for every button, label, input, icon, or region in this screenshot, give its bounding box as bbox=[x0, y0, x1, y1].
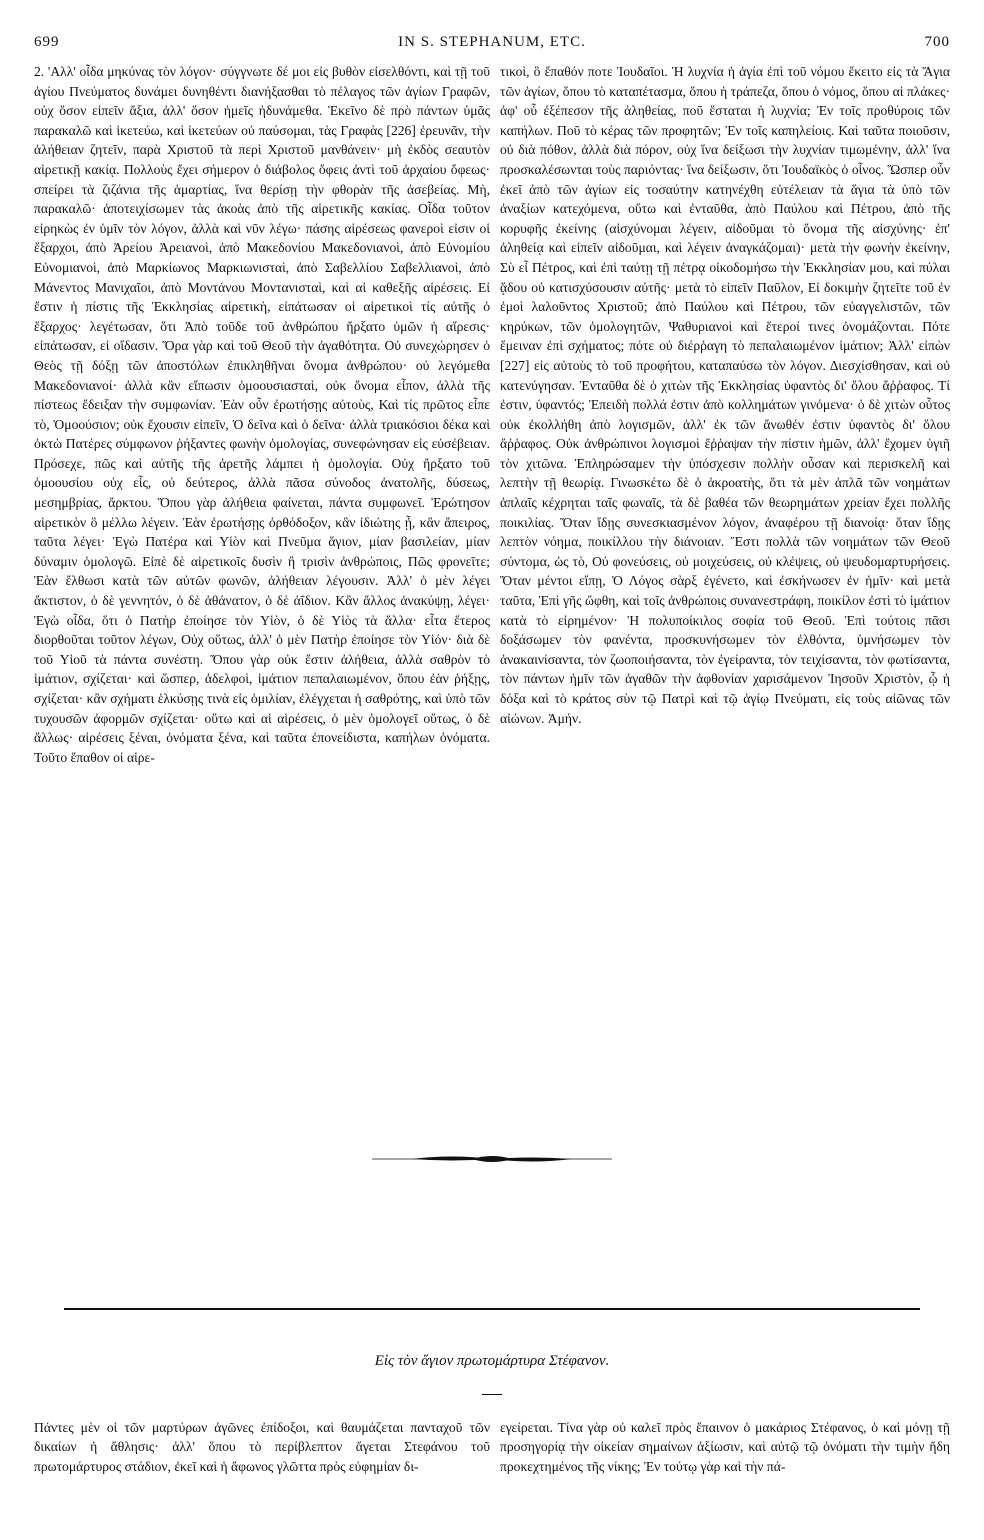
text-column-left bbox=[34, 62, 490, 767]
title-underline bbox=[482, 1394, 502, 1395]
section-title: Εἰς τὸν ἅγιον πρωτομάρτυρα Στέφανον. bbox=[374, 1353, 610, 1369]
page-number-right: 700 bbox=[924, 34, 950, 50]
text-column-right bbox=[500, 62, 950, 728]
left-column-text: 2. 'Αλλ' οἶδα μηκύνας τὸν λόγον· σύγγνωτε δέ μοι εἰς βυθὸν εἰσελθόντι, καὶ τῇ τοῦ ἁγίου Πνεύματος δυνάμει δυνηθέντι διανήξασθαι τὸ πέλαγος τῶν ἁγίων Γραφῶν, οὐχ ὅσον εἰπεῖν ἄξια, ἀλλ' ὅσον ἡμεῖς ἠδυνάμεθα. Ἐκεῖνο δὲ πρὸ πάντων ὑμᾶς παρακαλῶ καὶ ἱκετεύω, καὶ ἱκετεύων οὐ παύσομαι, τὰς Γραφὰς [226] ἐρευνᾶν, τὴν ἀλήθειαν ζητεῖν, παρὰ Χριστοῦ τὰ περὶ Χριστοῦ μανθάνειν· μὴ ἐκδὸς σεαυτὸν αἱρετικῇ κακίᾳ. Πολλοὺς ἔχει σήμερον ὁ διάβολος ὄφεις ἀντὶ τοῦ ἀρχαίου ὄφεως· σπείρει τὰ ζιζάνια τῆς ἁμαρτίας, ἵνα θερίσῃ τὴν φθορὰν τῆς ἀσεβείας. Μὴ, παρακαλῶ· ἀποτειχίσωμεν τὰς ἀκοὰς ἀπὸ τῆς αἱρετικῆς κακίας. Οἶδα τοῦτον εἰρηκὼς ἐν ὑμῖν τὸν λόγον, ἀλλὰ καὶ νῦν λέγω· πάσης αἱρέσεως φανεροὶ εἰσιν οἱ ἔξαρχοι, ἀπὸ Ἀρείου Ἀρειανοὶ, ἀπὸ Μακεδονίου Μακεδονιανοὶ, ἀπὸ Εὐνομίου Εὐνομιανοὶ, ἀπὸ Μαρκίωνος Μαρκιωνισταὶ, ἀπὸ Σαβελλίου Σαβελλιανοὶ, ἀπὸ Μάνεντος Μανιχαῖοι, ἀπὸ Μοντάνου Μοντανισταὶ, καὶ αἱ καθεξῆς αἱρέσεις. Εἰ ἔστιν ἡ πίστις τῆς Ἐκκλησίας αἱρετικὴ, εἰπάτωσαν οἱ αἱρετικοὶ τίς αὐτῆς ὁ ἔξαρχος· λεγέτωσαν, ὅτι Ἀπὸ τοῦδε τοῦ ἀνθρώπου ἤρξατο ὑμῶν ἡ αἵρεσις· εἰπάτωσαν, εἰ οἴδασιν. Ὅρα γὰρ καὶ τοῦ Θεοῦ τὴν ἀγαθότητα. Οὐ συνεχώρησεν ὁ Θεὸς τῇ δόξῃ τῶν ἀποστόλων ἐπικληθῆναι ὄνομα ἀνθρώπου· οὐ λεγόμεθα Μακεδονιανοί· ἀλλὰ κἂν εἴπωσιν ὁμοουσιασταὶ, οὐκ ὄνομα εἶπον, ἀλλὰ τῆς πίστεως ἔδειξαν τὴν συμφωνίαν. Ἐὰν οὖν ἐρωτήσῃς αὐτοὺς, Καὶ τίς πρῶτος εἶπε τὸ, Ὁμοούσιον; οὐκ ἔχουσιν εἰπεῖν, Ὁ δεῖνα καὶ ὁ δεῖνα· ἀλλὰ τριακόσιοι δέκα καὶ ὀκτὼ Πατέρες σύμφωνον ῥήξαντες φωνὴν ὁμολογίας, συνεφώνησαν εἰς εὐσέβειαν. Πρόσεχε, πῶς καὶ αὐτῆς τῆς ἀρετῆς λάμπει ἡ ὁμολογία. Οὐχ ἤρξατο τοῦ ὁμοουσίου οὐχ εἷς, οὐ δεύτερος, ἀλλὰ πᾶσα σύνοδος ἀνατολῆς, δύσεως, μεσημβρίας, ἄρκτου. Ὅπου γὰρ ἀλήθεια φαίνεται, πάντα συμφωνεῖ. Ἐρώτησον αἱρετικὸν ὃ μέλλω λέγειν. Ἐὰν ἐρωτήσῃς ὀρθόδοξον, κἂν ἰδιώτης ᾖ, κἂν ἄπειρος, ταῦτα λέγει· Ἐγὼ Πατέρα καὶ Υἱὸν καὶ Πνεῦμα ἅγιον, μίαν βασιλείαν, μίαν δύναμιν ὁμολογῶ. Εἰπὲ δὲ αἱρετικοῖς δυσὶν ἢ τρισὶν ἀνθρώποις, Πῶς φρονεῖτε; Ἐὰν ἔλθωσι κατὰ τῶν αὐτῶν φωνῶν, ἀλήθειαν λέγουσιν. Ἀλλ' ὁ μὲν λέγει ἄκτιστον, ὁ δὲ γεννητόν, ὁ δὲ ἀθάνατον, ὁ δὲ ἀΐδιον. Κἂν ἄλλος ἀνακύψῃ, λέγει· Ἐγὼ οἶδα, ὅτι ὁ Πατὴρ ἐποίησε τὸν Υἱὸν, ὁ δὲ Υἱὸς τὰ ἄλλα· εἶτα ἕτερος διορθοῦται τοῦτον λέγων, Οὐχ οὕτως, ἀλλ' ὁ μὲν Πατὴρ ἐποίησε τὸν Υἱόν· διὰ δὲ τοῦ Υἱοῦ τὰ πάντα συνέστη. Ὅπου γὰρ οὐκ ἔστιν ἀλήθεια, ἀλλὰ σαθρὸν τὸ ἱμάτιον, σχίζεται· καὶ ὥσπερ, ἀδελφοὶ, ἱμάτιον πεπαλαιωμένον, ὅπου ἐὰν ῥήξῃς, σχίζεται· κἂν σχήματι ἑλκύσῃς τινὰ εἰς ὁμιλίαν, ἐλέγχεται ἡ σαθρότης, καὶ ὑπὸ τῶν τυχουσῶν ἀφορμῶν σχίζεται· οὕτω καὶ αἱ αἱρέσεις, ὁ μὲν ὁμολογεῖ οὕτως, ὁ δὲ ἄλλως· αἱρέσεις ξέναι, ὀνόματα ξένα, καὶ ταῦτα ἐπονείδιστα, καπήλων ὀνόματα. Τοῦτο ἔπαθον οἱ αἱρε- bbox=[34, 64, 490, 765]
section-left-text: Πάντες μὲν οἱ τῶν μαρτύρων ἀγῶνες ἐπίδοξοι, καὶ θαυμάζεται πανταχοῦ τῶν δικαίων ἡ ἄθλησις· ἀλλ' ὅπου τὸ περίβλεπτον ἄγεται Στεφάνου τοῦ πρωτομάρτυρος στάδιον, ἐκεῖ καὶ ἡ ἄφωνος γλῶττα πρὸς εὐφημίαν δι- bbox=[34, 1420, 490, 1474]
section-right-text: εγείρεται. Τίνα γὰρ οὐ καλεῖ πρὸς ἔπαινον ὁ μακάριος Στέφανος, ὁ καὶ μόνῃ τῇ προσηγορίᾳ τὴν οἰκείαν σημαίνων ἀξίωσιν, καὶ αὐτῷ τῷ ὀνόματι τὴν τιμὴν ἤδη προκεχτημένος τῆς νίκης; Ἐν τούτῳ γὰρ καὶ τὴν πά- bbox=[500, 1420, 950, 1474]
ornament-divider bbox=[372, 1152, 612, 1166]
section-column-right bbox=[500, 1418, 950, 1476]
running-title: IN S. STEPHANUM, ETC. bbox=[398, 34, 586, 50]
page-header bbox=[34, 34, 950, 56]
section-column-left bbox=[34, 1418, 490, 1476]
section-rule bbox=[64, 1308, 920, 1310]
page-number-left: 699 bbox=[34, 34, 60, 50]
right-column-text: τικοὶ, ὃ ἔπαθόν ποτε Ἰουδαῖοι. Ἡ λυχνία ἡ ἁγία ἐπὶ τοῦ νόμου ἔκειτο εἰς τὰ Ἅγια τῶν ἁγίων, ὅπου τὸ καταπέτασμα, ὅπου ἡ τράπεζα, ὅπου ὁ νόμος, ὅπου αἱ πλάκες· ἀφ' οὗ ἐξέπεσον τῆς ἀληθείας, ποῦ ἕσταται ἡ λυχνία; Ἐν τοῖς προθύροις τῶν καπήλων. Ποῦ τὸ κέρας τῶν προφητῶν; Ἐν τοῖς καπηλείοις. Καὶ ταῦτα ποιοῦσιν, οὐ διὰ πόθον, ἀλλὰ διὰ πόρον, οὐχ ἵνα δείξωσι τὴν λυχνίαν τιμωμένην, ἀλλ' ἵνα προσκαλέσωνται τοὺς παριόντας· ἵνα δείξωσιν, ὅτι Ἰουδαϊκὸς ὁ οἶνος. Ὥσπερ οὖν ἐκεῖ ἀπὸ τῶν ἁγίων εἰς τοσαύτην κατηνέχθη εὐτέλειαν τὰ ἅγια τὰ ὑπὸ τῶν ἀναξίων κατεχόμενα, οὕτω καὶ ἐνταῦθα, ἀπὸ Παύλου καὶ Πέτρου, ἀπὸ τῆς κορυφῆς ἐκείνης (αἰσχύνομαι λέγειν, αἰδοῦμαι τὸ ὄνομα τῆς αἰσχύνης· ἐπ' ἀληθείᾳ καὶ εἰπεῖν αἰδοῦμαι, καὶ λέγειν ἀναγκάζομαι)· μετὰ τὴν φωνὴν ἐκείνην, Σὺ εἶ Πέτρος, καὶ ἐπὶ ταύτῃ τῇ πέτρᾳ οἰκοδομήσω τὴν Ἐκκλησίαν μου, καὶ πύλαι ᾅδου οὐ κατισχύσουσιν αὐτῆς· μετὰ τὸ εἰπεῖν Παῦλον, Εἰ δοκιμὴν ζητεῖτε τοῦ ἐν ἐμοὶ λαλοῦντος Χριστοῦ; ἀπὸ Παύλου καὶ Πέτρου, τῶν εὐαγγελιστῶν, τῶν κηρύκων, τῶν ὁμολογητῶν, Ψαθυριανοὶ καὶ ἕτεροί τινες ὀνομάζονται. Πότε ἔμειναν ἐπὶ σχήματος; πότε οὐ διέρῥαγη τὸ πεπαλαιωμένον ἱμάτιον; Ἀλλ' εἰπὼν [227] εἰς αὐτοὺς τὸ τοῦ προφήτου, καταπαύσω τὸν λόγον. Διεσχίσθησαν, καὶ οὐ κατενύγησαν. Ἐνταῦθα δὲ ὁ χιτὼν τῆς Ἐκκλησίας ὑφαντὸς δι' ὅλου ἄῤῥαφος. Τί ἐστιν, ὑφαντός; Ἐπειδὴ πολλά ἐστιν ἀπὸ κολλημάτων γινόμενα· ὁ δὲ χιτὼν οὗτος οὐκ ἐκολλήθη ἀπὸ λογισμῶν, ἀλλ' ἐκ τῶν ἄνωθέν ἐστιν ὑφαντὸς δι' ὅλου ἄῤῥαφος. Οὐκ ἀνθρώπινοι λογισμοὶ ἔῤῥαψαν τὴν πίστιν ἡμῶν, ἀλλ' ἔχομεν ὑγιῆ τὸν χιτῶνα. Ἐπληρώσαμεν τὴν ὑπόσχεσιν πολλὴν οὖσαν καὶ περισκελῆ καὶ λεπτὴν τῇ θεωρίᾳ. Γινωσκέτω δὲ ὁ ἀκροατὴς, ὅτι τὰ μὲν ἁπλᾶ τῶν νοημάτων ἁπλαῖς κέχρηται ταῖς φωναῖς, τὰ δὲ βαθέα τῶν θεωρημάτων χρείαν ἔχει πολλῆς ποικιλίας. Ὅταν ἴδῃς συνεσκιασμένον λόγον, ἀναφέρου τῇ διανοίᾳ· ὅταν ἴδῃς λεπτὸν νόημα, ποικίλλου τὴν διάνοιαν. Ἔστι πολλὰ τῶν νοημάτων τῶν Θεοῦ σύντομα, ὡς τὸ, Οὐ φονεύσεις, οὐ μοιχεύσεις, οὐ κλέψεις, οὐ ψευδομαρτυρήσεις. Ὅταν μέντοι εἴπῃ, Ὁ Λόγος σὰρξ ἐγένετο, καὶ ἐσκήνωσεν ἐν ἡμῖν· καὶ μετὰ ταῦτα, Ἐπὶ γῆς ὤφθη, καὶ τοῖς ἀνθρώποις συνανεστράφη, ποικίλον ἐστὶ τὸ ἱμάτιον κατὰ τὸ εἰρημένον· Ἡ πολυποίκιλος σοφία τοῦ Θεοῦ. Ἐπὶ τούτοις πᾶσι δοξάσωμεν τὸν φανέντα, προσκυνήσωμεν τὸν ἐλθόντα, ὑμνήσωμεν τὸν ἀνακαινίσαντα, τὸν ζωοποιήσαντα, τὸν ἐγείραντα, τὸν τειχίσαντα, τὸν φωτίσαντα, τὸν πάντων ἡμῖν τῶν ἀγαθῶν τὴν ἀφθονίαν χαρισάμενον Ἰησοῦν Χριστὸν, ᾧ ἡ δόξα καὶ τὸ κράτος σὺν τῷ Πατρὶ καὶ τῷ ἁγίῳ Πνεύματι, εἰς τοὺς αἰῶνας τῶν αἰώνων. Ἀμήν. bbox=[500, 64, 950, 726]
